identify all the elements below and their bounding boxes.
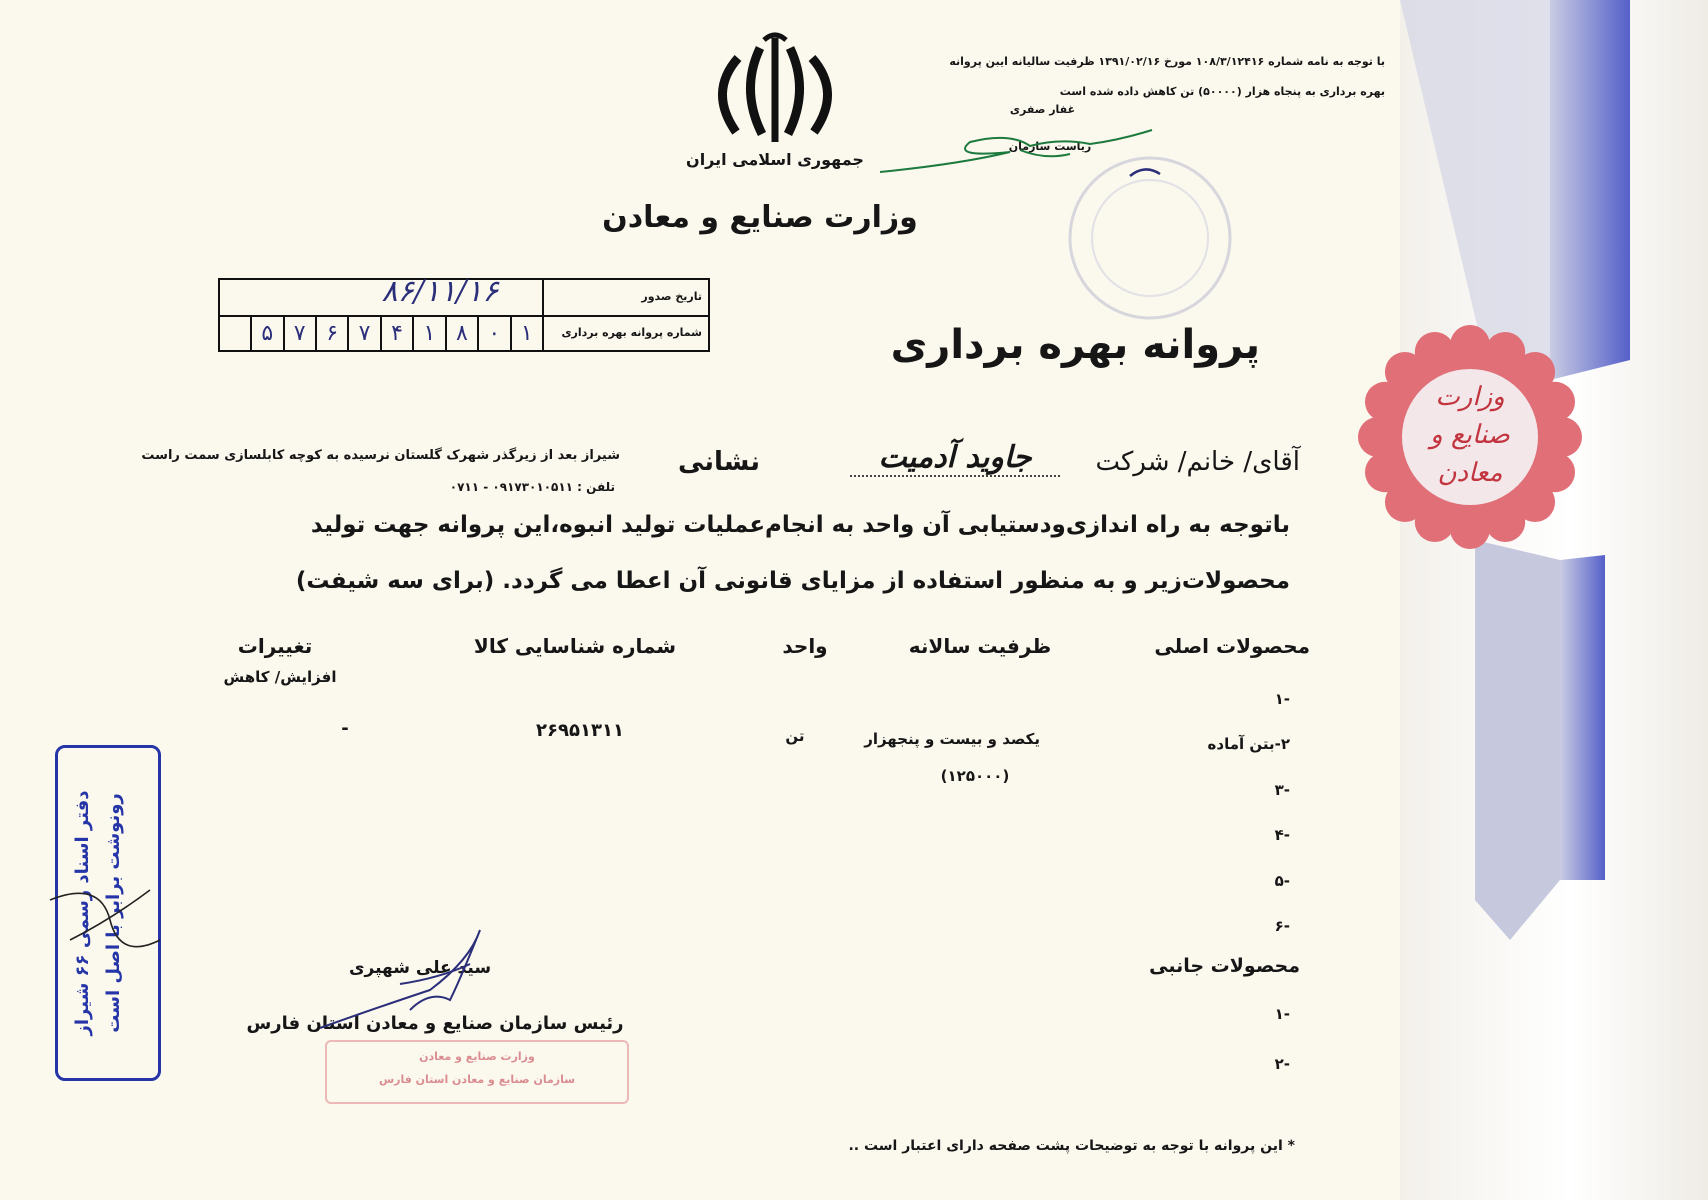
body-line1: باتوجه به راه اندازی‌ودستیابی آن واحد به انجام‌عملیات تولید انبوه،این پروانه جهت تولید [310,512,1290,538]
red-office-stamp [325,1040,629,1104]
license-digit-cell: ۶ [315,317,347,350]
signer-title: رئیس سازمان صنایع و معادن استان فارس [246,1013,624,1034]
seal-line1: وزارت [1435,382,1505,412]
header-changes-sub: افزایش/ کاهش [223,668,337,686]
license-digit-cell: ۱ [412,317,444,350]
iran-emblem-icon [700,30,850,148]
faint-round-stamp [1060,150,1240,320]
row2-unit: تن [785,727,805,745]
issue-date-value: ۸۶/۱۱/۱۶ [381,274,499,309]
side-row-1: ۱- [1274,1005,1290,1023]
license-digit-cell: ۵ [250,317,282,350]
red-stamp-line1: وزارت صنایع و معادن [419,1050,535,1063]
country-name: جمهوری اسلامی ایران [686,150,864,169]
notary-signature [40,860,170,980]
ribbon-graphic [1400,0,1708,1200]
body-line2: محصولات‌زیر و به منظور استفاده از مزایای قانونی آن اعطا می گردد. (برای سه شیفت) [295,568,1290,594]
red-stamp-line2: سازمان صنایع و معادن استان فارس [378,1073,576,1086]
side-row-2: ۲- [1274,1055,1290,1073]
capacity-reduction-note-line2: بهره برداری به پنجاه هزار (۵۰۰۰۰) تن کاهش داده شده است [1059,85,1385,98]
main-row-5: ۵- [1274,872,1290,890]
seal-line2: صنایع و [1430,420,1510,450]
header-main-products: محصولات اصلی [1154,634,1310,658]
notary-stamp-line2: رونوشت برابر با اصل است [103,793,124,1033]
license-digit-cell: ۷ [347,317,379,350]
note-signer-name: غفار صفری [1009,103,1076,116]
license-digit-cell: ۰ [477,317,509,350]
head-signature [310,920,530,1040]
main-row-1: ۱- [1274,690,1290,708]
address-label: نشانی [677,447,760,477]
side-products-label: محصولات جانبی [1149,955,1300,977]
notary-stamp-line1: دفتر اسناد رسمی ۶۶ شیراز [72,790,93,1036]
license-number-digits [250,317,542,350]
license-number-label: شماره پروانه بهره برداری [561,326,702,339]
header-unit: واحد [782,634,828,658]
header-id-number: شماره شناسایی کالا [473,634,677,658]
seal-line3: معادن [1437,458,1503,488]
main-row-3: ۳- [1274,781,1290,799]
row2-changes: - [341,718,349,739]
license-digit-cell: ۱ [510,317,542,350]
license-digit-cell: ۸ [445,317,477,350]
address-value: شیراز بعد از زیرگذر شهرک گلستان نرسیده به کوچه کابلسازی سمت راست [141,448,620,463]
signer-name: سید علی شهپری [348,958,492,978]
holder-label: آقای/ خانم/ شرکت [1095,447,1300,477]
issue-box [218,274,710,352]
license-digit-cell: ۷ [283,317,315,350]
main-row-2: ۲-بتن آماده [1207,735,1290,753]
main-row-6: ۶- [1274,917,1290,935]
main-row-4: ۴- [1274,826,1290,844]
license-digit-cell: ۴ [380,317,412,350]
issue-box-label-divider [542,280,544,350]
issue-date-label: تاریخ صدور [641,290,702,303]
holder-name: جاوید آدمیت [850,440,1060,477]
header-capacity: ظرفیت سالانه [908,634,1052,658]
row2-id-number: ۲۶۹۵۱۳۱۱ [536,720,624,741]
phone-number: تلفن : ۰۹۱۷۳۰۱۰۵۱۱ - ۰۷۱۱ [449,480,615,494]
capacity-reduction-note-line1: با توجه به نامه شماره ۱۰۸/۳/۱۲۴۱۶ مورخ ۱۳۹۱/۰۲/۱۶ ظرفیت سالیانه ایبن پروانه [949,55,1385,68]
document-title: پروانه بهره برداری [890,322,1260,368]
footer-note: * این پروانه با توجه به توضیحات پشت صفحه دارای اعتبار است .. [848,1138,1295,1154]
note-signer-title: ریاست سازمان [1008,140,1092,153]
row2-capacity-number: (۱۲۵۰۰۰) [940,767,1010,785]
header-changes: تغییرات [237,634,313,658]
row2-capacity: یکصد و بیست و پنجهزار [864,730,1040,748]
ministry-name: وزارت صنایع و معادن [602,200,918,235]
